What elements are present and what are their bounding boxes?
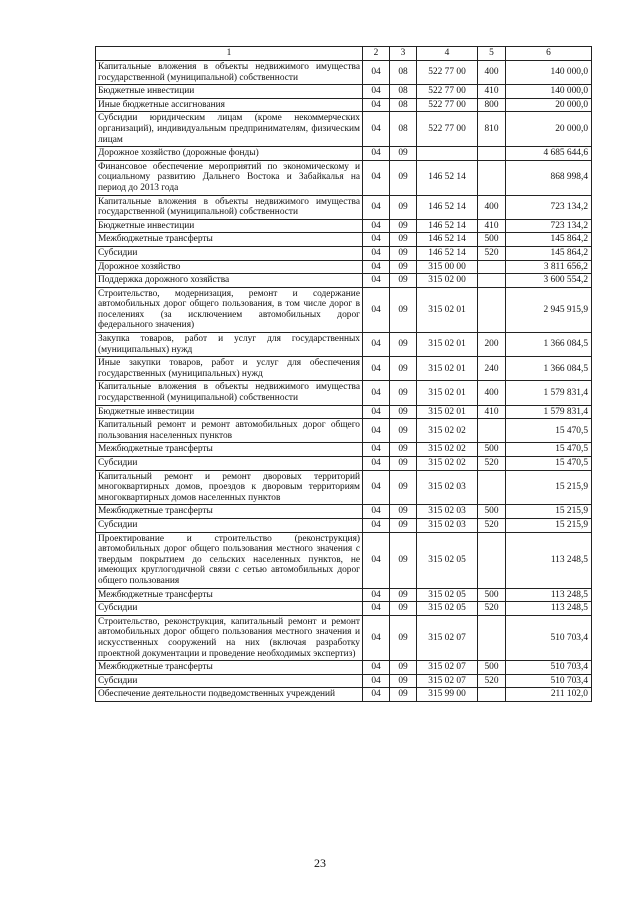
row-amount: 510 703,4 — [506, 674, 592, 688]
table-row — [96, 219, 592, 233]
row-subsection-code: 09 — [390, 160, 417, 195]
row-section-code: 04 — [363, 505, 390, 519]
row-name: Проектирование и строительство (реконструкция) автомобильных дорог общего пользования местного значения с твердым покрытием до сельских населенных пунктов, не имеющих круглогодичной связи с сетью автомобильных дорог общего пользования — [96, 532, 363, 588]
row-name: Финансовое обеспечение мероприятий по экономическому и социальному развитию Дальнего Востока и Забайкалья на период до 2013 года — [96, 160, 363, 195]
row-section-code: 04 — [363, 405, 390, 419]
row-amount: 140 000,0 — [506, 61, 592, 85]
row-amount: 15 470,5 — [506, 443, 592, 457]
table-row — [96, 112, 592, 147]
row-expense-type: 810 — [478, 112, 506, 147]
row-name: Обеспечение деятельности подведомственных учреждений — [96, 688, 363, 702]
row-subsection-code: 09 — [390, 615, 417, 660]
row-target-article: 315 02 02 — [417, 419, 478, 443]
table-row — [96, 405, 592, 419]
row-expense-type: 500 — [478, 588, 506, 602]
row-subsection-code: 09 — [390, 405, 417, 419]
row-section-code: 04 — [363, 85, 390, 99]
table-row — [96, 287, 592, 332]
row-expense-type — [478, 688, 506, 702]
table-body — [96, 61, 592, 702]
header-col-3: 3 — [390, 47, 417, 61]
row-amount: 15 470,5 — [506, 419, 592, 443]
table-row — [96, 457, 592, 471]
row-section-code: 04 — [363, 147, 390, 161]
row-expense-type — [478, 470, 506, 505]
row-name: Бюджетные инвестиции — [96, 405, 363, 419]
row-section-code: 04 — [363, 333, 390, 357]
row-expense-type — [478, 160, 506, 195]
row-amount: 15 215,9 — [506, 470, 592, 505]
table-row — [96, 233, 592, 247]
row-expense-type: 200 — [478, 333, 506, 357]
row-name: Строительство, реконструкция, капитальный ремонт и ремонт автомобильных дорог общего пользования местного значения и искусственных сооружений на них (включая разработку проектной документации и проведение необходимых экспертиз) — [96, 615, 363, 660]
table-row — [96, 602, 592, 616]
table-row — [96, 260, 592, 274]
row-target-article: 315 02 05 — [417, 588, 478, 602]
row-expense-type — [478, 287, 506, 332]
table-row — [96, 195, 592, 219]
row-amount: 1 579 831,4 — [506, 405, 592, 419]
row-subsection-code: 09 — [390, 661, 417, 675]
row-section-code: 04 — [363, 470, 390, 505]
row-name: Субсидии — [96, 457, 363, 471]
row-amount: 3 600 554,2 — [506, 274, 592, 288]
row-name: Строительство, модернизация, ремонт и содержание автомобильных дорог общего пользования, в том числе дорог в поселениях (за исключением автомобильных дорог федерального значения) — [96, 287, 363, 332]
row-subsection-code: 08 — [390, 85, 417, 99]
row-amount: 15 215,9 — [506, 505, 592, 519]
header-col-4: 4 — [417, 47, 478, 61]
row-section-code: 04 — [363, 61, 390, 85]
table-row — [96, 443, 592, 457]
row-name: Межбюджетные трансферты — [96, 443, 363, 457]
row-expense-type: 240 — [478, 357, 506, 381]
table-row — [96, 61, 592, 85]
table-row — [96, 98, 592, 112]
row-amount: 1 579 831,4 — [506, 381, 592, 405]
row-subsection-code: 09 — [390, 274, 417, 288]
row-target-article: 522 77 00 — [417, 85, 478, 99]
row-section-code: 04 — [363, 419, 390, 443]
row-subsection-code: 09 — [390, 588, 417, 602]
row-expense-type: 400 — [478, 61, 506, 85]
row-name: Субсидии — [96, 518, 363, 532]
row-subsection-code: 09 — [390, 147, 417, 161]
row-subsection-code: 09 — [390, 260, 417, 274]
row-target-article: 315 02 01 — [417, 357, 478, 381]
row-subsection-code: 09 — [390, 518, 417, 532]
table-row — [96, 381, 592, 405]
table-row — [96, 470, 592, 505]
row-name: Субсидии юридическим лицам (кроме некоммерческих организаций), индивидуальным предпринимателям, физическим лицам — [96, 112, 363, 147]
row-name: Капитальные вложения в объекты недвижимого имущества государственной (муниципальной) собственности — [96, 195, 363, 219]
header-col-6: 6 — [506, 47, 592, 61]
row-expense-type: 500 — [478, 443, 506, 457]
row-section-code: 04 — [363, 274, 390, 288]
row-subsection-code: 09 — [390, 333, 417, 357]
row-subsection-code: 09 — [390, 505, 417, 519]
row-amount: 145 864,2 — [506, 233, 592, 247]
row-name: Дорожное хозяйство — [96, 260, 363, 274]
row-section-code: 04 — [363, 602, 390, 616]
row-expense-type: 520 — [478, 246, 506, 260]
row-target-article: 315 02 01 — [417, 287, 478, 332]
row-section-code: 04 — [363, 112, 390, 147]
table-row — [96, 160, 592, 195]
row-name: Закупка товаров, работ и услуг для государственных (муниципальных) нужд — [96, 333, 363, 357]
row-name: Межбюджетные трансферты — [96, 588, 363, 602]
row-amount: 3 811 656,2 — [506, 260, 592, 274]
row-subsection-code: 09 — [390, 674, 417, 688]
row-amount: 140 000,0 — [506, 85, 592, 99]
row-section-code: 04 — [363, 287, 390, 332]
row-name: Бюджетные инвестиции — [96, 219, 363, 233]
row-section-code: 04 — [363, 357, 390, 381]
row-expense-type: 520 — [478, 518, 506, 532]
table-row — [96, 333, 592, 357]
row-amount: 4 685 644,6 — [506, 147, 592, 161]
page-number: 23 — [314, 856, 326, 870]
row-subsection-code: 08 — [390, 98, 417, 112]
row-target-article: 315 99 00 — [417, 688, 478, 702]
row-subsection-code: 09 — [390, 246, 417, 260]
row-target-article: 315 02 02 — [417, 457, 478, 471]
row-expense-type: 400 — [478, 381, 506, 405]
row-expense-type: 520 — [478, 674, 506, 688]
row-name: Субсидии — [96, 674, 363, 688]
row-section-code: 04 — [363, 661, 390, 675]
row-name: Капитальные вложения в объекты недвижимого имущества государственной (муниципальной) собственности — [96, 381, 363, 405]
row-name: Капитальный ремонт и ремонт дворовых территорий многоквартирных домов, проездов к дворовым территориям многоквартирных домов населенных пунктов — [96, 470, 363, 505]
header-col-1: 1 — [96, 47, 363, 61]
row-target-article: 315 02 03 — [417, 505, 478, 519]
row-section-code: 04 — [363, 98, 390, 112]
row-section-code: 04 — [363, 532, 390, 588]
row-expense-type: 400 — [478, 195, 506, 219]
row-amount: 723 134,2 — [506, 219, 592, 233]
row-expense-type — [478, 615, 506, 660]
row-section-code: 04 — [363, 688, 390, 702]
table-row — [96, 357, 592, 381]
row-amount: 20 000,0 — [506, 112, 592, 147]
row-subsection-code: 09 — [390, 287, 417, 332]
budget-table — [95, 46, 592, 702]
row-amount: 868 998,4 — [506, 160, 592, 195]
table-row — [96, 518, 592, 532]
row-name: Иные закупки товаров, работ и услуг для обеспечения государственных (муниципальных) нужд — [96, 357, 363, 381]
header-col-2: 2 — [363, 47, 390, 61]
row-name: Бюджетные инвестиции — [96, 85, 363, 99]
header-row — [96, 47, 592, 61]
row-target-article: 315 02 00 — [417, 274, 478, 288]
row-expense-type — [478, 260, 506, 274]
row-section-code: 04 — [363, 233, 390, 247]
table-row — [96, 588, 592, 602]
row-subsection-code: 09 — [390, 532, 417, 588]
row-expense-type — [478, 419, 506, 443]
row-target-article: 522 77 00 — [417, 112, 478, 147]
row-amount: 723 134,2 — [506, 195, 592, 219]
row-expense-type — [478, 532, 506, 588]
row-amount: 15 470,5 — [506, 457, 592, 471]
row-section-code: 04 — [363, 195, 390, 219]
row-target-article: 146 52 14 — [417, 246, 478, 260]
row-subsection-code: 09 — [390, 195, 417, 219]
row-section-code: 04 — [363, 588, 390, 602]
row-expense-type: 800 — [478, 98, 506, 112]
row-target-article: 315 02 07 — [417, 661, 478, 675]
row-amount: 113 248,5 — [506, 532, 592, 588]
row-amount: 510 703,4 — [506, 615, 592, 660]
row-expense-type: 520 — [478, 457, 506, 471]
row-expense-type: 520 — [478, 602, 506, 616]
row-subsection-code: 09 — [390, 233, 417, 247]
row-expense-type: 500 — [478, 661, 506, 675]
row-amount: 1 366 084,5 — [506, 333, 592, 357]
row-name: Межбюджетные трансферты — [96, 505, 363, 519]
row-expense-type — [478, 147, 506, 161]
row-section-code: 04 — [363, 246, 390, 260]
row-target-article: 315 02 02 — [417, 443, 478, 457]
row-expense-type: 410 — [478, 405, 506, 419]
row-section-code: 04 — [363, 457, 390, 471]
row-name: Межбюджетные трансферты — [96, 233, 363, 247]
row-target-article: 315 02 01 — [417, 405, 478, 419]
row-subsection-code: 08 — [390, 61, 417, 85]
table-row — [96, 615, 592, 660]
table-header — [96, 47, 592, 61]
row-expense-type: 410 — [478, 219, 506, 233]
row-target-article: 522 77 00 — [417, 61, 478, 85]
row-section-code: 04 — [363, 381, 390, 405]
table-row — [96, 674, 592, 688]
header-col-5: 5 — [478, 47, 506, 61]
row-target-article: 522 77 00 — [417, 98, 478, 112]
row-target-article: 315 02 07 — [417, 674, 478, 688]
row-target-article: 146 52 14 — [417, 233, 478, 247]
row-name: Субсидии — [96, 602, 363, 616]
row-target-article: 146 52 14 — [417, 219, 478, 233]
row-subsection-code: 09 — [390, 470, 417, 505]
row-target-article: 315 02 03 — [417, 518, 478, 532]
row-target-article: 315 02 07 — [417, 615, 478, 660]
row-name: Капитальные вложения в объекты недвижимого имущества государственной (муниципальной) собственности — [96, 61, 363, 85]
row-target-article — [417, 147, 478, 161]
table-row — [96, 147, 592, 161]
row-section-code: 04 — [363, 518, 390, 532]
row-section-code: 04 — [363, 219, 390, 233]
table-row — [96, 274, 592, 288]
row-target-article: 315 00 00 — [417, 260, 478, 274]
row-subsection-code: 09 — [390, 443, 417, 457]
row-amount: 113 248,5 — [506, 602, 592, 616]
table-row — [96, 419, 592, 443]
row-target-article: 315 02 01 — [417, 333, 478, 357]
row-name: Межбюджетные трансферты — [96, 661, 363, 675]
row-amount: 145 864,2 — [506, 246, 592, 260]
row-section-code: 04 — [363, 443, 390, 457]
row-section-code: 04 — [363, 615, 390, 660]
row-subsection-code: 09 — [390, 602, 417, 616]
table-row — [96, 532, 592, 588]
table-row — [96, 505, 592, 519]
table-row — [96, 246, 592, 260]
row-amount: 2 945 915,9 — [506, 287, 592, 332]
row-subsection-code: 09 — [390, 219, 417, 233]
row-subsection-code: 09 — [390, 688, 417, 702]
row-subsection-code: 09 — [390, 457, 417, 471]
row-target-article: 146 52 14 — [417, 160, 478, 195]
row-target-article: 315 02 03 — [417, 470, 478, 505]
row-section-code: 04 — [363, 160, 390, 195]
row-amount: 20 000,0 — [506, 98, 592, 112]
row-name: Иные бюджетные ассигнования — [96, 98, 363, 112]
row-target-article: 315 02 01 — [417, 381, 478, 405]
row-subsection-code: 08 — [390, 112, 417, 147]
table-row — [96, 688, 592, 702]
row-amount: 510 703,4 — [506, 661, 592, 675]
row-subsection-code: 09 — [390, 381, 417, 405]
row-subsection-code: 09 — [390, 357, 417, 381]
row-amount: 113 248,5 — [506, 588, 592, 602]
row-section-code: 04 — [363, 260, 390, 274]
row-target-article: 315 02 05 — [417, 602, 478, 616]
row-subsection-code: 09 — [390, 419, 417, 443]
table-row — [96, 85, 592, 99]
row-name: Поддержка дорожного хозяйства — [96, 274, 363, 288]
row-name: Дорожное хозяйство (дорожные фонды) — [96, 147, 363, 161]
row-target-article: 146 52 14 — [417, 195, 478, 219]
row-amount: 15 215,9 — [506, 518, 592, 532]
row-expense-type: 500 — [478, 233, 506, 247]
row-section-code: 04 — [363, 674, 390, 688]
row-target-article: 315 02 05 — [417, 532, 478, 588]
table-row — [96, 661, 592, 675]
row-expense-type — [478, 274, 506, 288]
row-name: Капитальный ремонт и ремонт автомобильных дорог общего пользования населенных пунктов — [96, 419, 363, 443]
row-name: Субсидии — [96, 246, 363, 260]
row-amount: 1 366 084,5 — [506, 357, 592, 381]
row-expense-type: 500 — [478, 505, 506, 519]
row-expense-type: 410 — [478, 85, 506, 99]
row-amount: 211 102,0 — [506, 688, 592, 702]
